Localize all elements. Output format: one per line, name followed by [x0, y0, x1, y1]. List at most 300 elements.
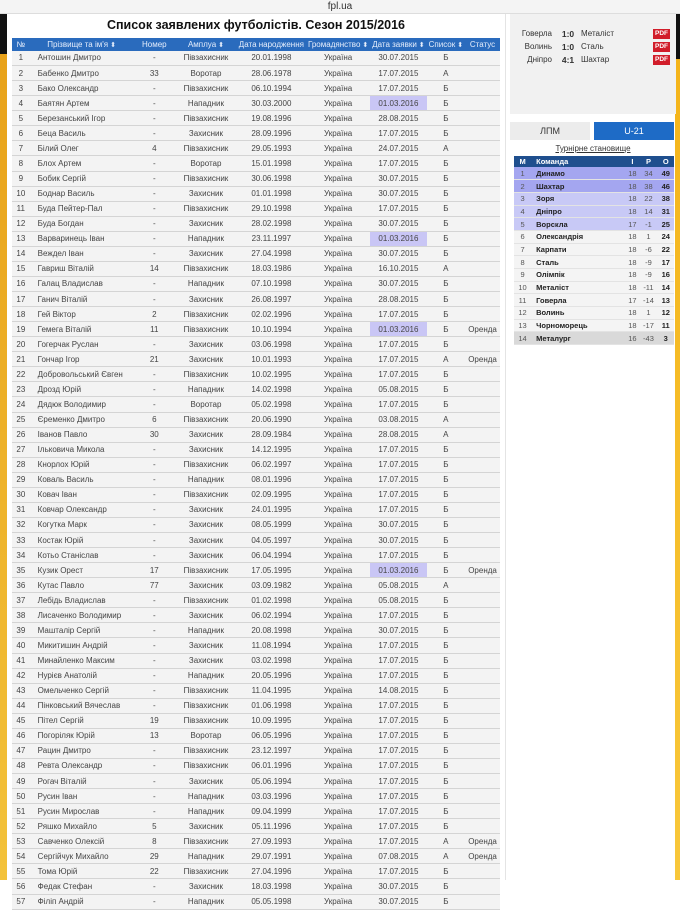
standings-games: 18	[625, 230, 639, 243]
match-result	[510, 55, 676, 68]
citizenship-cell: Україна	[306, 111, 370, 126]
row-number-cell: 47	[12, 743, 30, 758]
table-row	[12, 96, 500, 111]
header-col-citizenship[interactable]	[306, 38, 370, 51]
list-cell: Б	[427, 728, 465, 743]
standings-position: 7	[514, 243, 531, 256]
standings-row[interactable]	[514, 319, 674, 332]
citizenship-cell: Україна	[306, 412, 370, 427]
list-cell: Б	[427, 126, 465, 141]
row-number-cell: 57	[12, 894, 30, 909]
standings-position: 11	[514, 294, 531, 307]
away-team: Сталь	[581, 42, 604, 51]
birth-date-cell: 03.09.1982	[237, 578, 306, 593]
sort-icon[interactable]: ⬍	[416, 41, 425, 49]
list-cell: Б	[427, 246, 465, 261]
list-cell: Б	[427, 186, 465, 201]
citizenship-cell: Україна	[306, 698, 370, 713]
status-cell	[465, 894, 500, 909]
list-cell: Б	[427, 668, 465, 683]
standings-points: 22	[658, 243, 674, 256]
table-row	[12, 442, 500, 457]
shirt-number-cell: -	[133, 533, 175, 548]
registration-date-cell: 01.03.2016	[370, 563, 426, 578]
header-col-shirt	[133, 38, 175, 51]
registration-date-cell: 17.07.2015	[370, 502, 426, 517]
status-cell	[465, 698, 500, 713]
player-name-cell: Кнорлох Юрій	[30, 457, 134, 472]
shirt-number-cell: -	[133, 668, 175, 683]
position-cell: Нападник	[175, 96, 237, 111]
standings-row[interactable]	[514, 332, 674, 345]
table-row	[12, 292, 500, 307]
shirt-number-cell: -	[133, 879, 175, 894]
table-row	[12, 879, 500, 894]
citizenship-cell: Україна	[306, 563, 370, 578]
position-cell: Нападник	[175, 849, 237, 864]
row-number-cell: 33	[12, 533, 30, 548]
status-cell	[465, 186, 500, 201]
sort-icon[interactable]: ⬍	[455, 41, 464, 49]
registration-date-cell: 17.07.2015	[370, 156, 426, 171]
list-cell: Б	[427, 81, 465, 96]
position-cell: Півзахисник	[175, 307, 237, 322]
player-name-cell: Добровольський Євген	[30, 367, 134, 382]
url-text: fpl.ua	[327, 1, 353, 12]
list-cell: Б	[427, 743, 465, 758]
position-cell: Півзахисник	[175, 864, 237, 879]
row-number-cell: 14	[12, 246, 30, 261]
position-cell: Захисник	[175, 774, 237, 789]
status-cell	[465, 789, 500, 804]
sort-icon[interactable]: ⬍	[216, 41, 224, 49]
shirt-number-cell: -	[133, 653, 175, 668]
status-cell: Оренда	[465, 834, 500, 849]
standings-games: 18	[625, 180, 639, 193]
status-cell	[465, 502, 500, 517]
citizenship-cell: Україна	[306, 367, 370, 382]
standings-link[interactable]: Турнірне становище	[555, 144, 631, 153]
status-cell	[465, 261, 500, 276]
shirt-number-cell: -	[133, 457, 175, 472]
list-cell: А	[427, 141, 465, 156]
status-cell	[465, 864, 500, 879]
birth-date-cell: 03.06.1998	[237, 337, 306, 352]
shirt-number-cell: -	[133, 517, 175, 532]
row-number-cell: 13	[12, 231, 30, 246]
status-cell	[465, 216, 500, 231]
header-col-name[interactable]	[30, 38, 134, 51]
standings-row[interactable]	[514, 294, 674, 307]
shirt-number-cell: -	[133, 171, 175, 186]
status-cell	[465, 66, 500, 81]
table-row	[12, 382, 500, 397]
standings-points: 17	[658, 256, 674, 269]
birth-date-cell: 17.05.1995	[237, 563, 306, 578]
registration-date-cell: 17.07.2015	[370, 367, 426, 382]
list-cell: Б	[427, 864, 465, 879]
registration-date-cell: 07.08.2015	[370, 849, 426, 864]
citizenship-cell: Україна	[306, 81, 370, 96]
registration-date-cell: 17.07.2015	[370, 548, 426, 563]
birth-date-cell: 10.02.1995	[237, 367, 306, 382]
citizenship-cell: Україна	[306, 397, 370, 412]
standings-team: Карпати	[531, 243, 625, 256]
row-number-cell: 34	[12, 548, 30, 563]
list-cell: А	[427, 412, 465, 427]
birth-date-cell: 28.02.1998	[237, 216, 306, 231]
list-cell: Б	[427, 472, 465, 487]
shirt-number-cell: -	[133, 502, 175, 517]
position-cell: Півзахисник	[175, 743, 237, 758]
standings-row[interactable]	[514, 180, 674, 193]
header-col-position[interactable]	[175, 38, 237, 51]
registration-date-cell: 05.08.2015	[370, 578, 426, 593]
birth-date-cell: 01.01.1998	[237, 186, 306, 201]
row-number-cell: 28	[12, 457, 30, 472]
table-row	[12, 487, 500, 502]
position-cell: Захисник	[175, 427, 237, 442]
position-cell: Захисник	[175, 337, 237, 352]
table-row	[12, 231, 500, 246]
birth-date-cell: 06.01.1996	[237, 758, 306, 773]
standings-row[interactable]	[514, 192, 674, 205]
birth-date-cell: 30.06.1998	[237, 171, 306, 186]
pdf-icon[interactable]: PDF	[655, 56, 668, 63]
table-row	[12, 743, 500, 758]
standings-row[interactable]	[514, 218, 674, 231]
position-cell: Захисник	[175, 608, 237, 623]
citizenship-cell: Україна	[306, 789, 370, 804]
position-cell: Воротар	[175, 728, 237, 743]
table-row	[12, 111, 500, 126]
status-cell	[465, 442, 500, 457]
away-team: Шахтар	[581, 55, 610, 64]
position-cell: Півзахисник	[175, 758, 237, 773]
main-content	[7, 14, 505, 907]
list-cell: Б	[427, 563, 465, 578]
position-cell: Захисник	[175, 292, 237, 307]
birth-date-cell: 20.08.1998	[237, 623, 306, 638]
row-number-cell: 4	[12, 96, 30, 111]
status-cell	[465, 307, 500, 322]
header-label: Дата народження	[238, 39, 304, 49]
row-number-cell: 18	[12, 307, 30, 322]
sort-icon[interactable]: ⬍	[108, 41, 116, 49]
player-name-cell: Білий Олег	[30, 141, 134, 156]
list-cell: Б	[427, 638, 465, 653]
row-number-cell: 31	[12, 502, 30, 517]
player-name-cell: Коваль Василь	[30, 472, 134, 487]
standings-position: 1	[514, 167, 531, 180]
status-cell	[465, 487, 500, 502]
registration-date-cell: 17.07.2015	[370, 442, 426, 457]
standings-header-pos: М	[514, 156, 531, 167]
list-cell: А	[427, 578, 465, 593]
position-cell: Півзахисник	[175, 51, 237, 66]
player-name-cell: Гемега Віталій	[30, 322, 134, 337]
row-number-cell: 38	[12, 608, 30, 623]
row-number-cell: 53	[12, 834, 30, 849]
standings-points: 3	[658, 332, 674, 345]
citizenship-cell: Україна	[306, 472, 370, 487]
player-name-cell: Погоріляк Юрій	[30, 728, 134, 743]
position-cell: Захисник	[175, 533, 237, 548]
registration-date-cell: 14.08.2015	[370, 683, 426, 698]
status-cell	[465, 758, 500, 773]
row-number-cell: 41	[12, 653, 30, 668]
header-label: Амплуа	[187, 39, 217, 49]
shirt-number-cell: -	[133, 367, 175, 382]
list-cell: Б	[427, 502, 465, 517]
shirt-number-cell: -	[133, 231, 175, 246]
list-cell: Б	[427, 789, 465, 804]
registration-date-cell: 17.07.2015	[370, 774, 426, 789]
player-name-cell: Гогерчак Руслан	[30, 337, 134, 352]
tab-u21[interactable]: U-21	[594, 122, 674, 140]
registration-date-cell: 30.07.2015	[370, 216, 426, 231]
birth-date-cell: 05.05.1998	[237, 894, 306, 909]
list-cell: А	[427, 427, 465, 442]
birth-date-cell: 27.09.1993	[237, 834, 306, 849]
player-name-cell: Бабенко Дмитро	[30, 66, 134, 81]
position-cell: Нападник	[175, 894, 237, 909]
citizenship-cell: Україна	[306, 292, 370, 307]
position-cell: Захисник	[175, 638, 237, 653]
player-name-cell: Котьо Станіслав	[30, 548, 134, 563]
header-label: Громадянство	[307, 39, 361, 49]
player-name-cell: Боднар Василь	[30, 186, 134, 201]
standings-row[interactable]	[514, 269, 674, 282]
standings-team: Сталь	[531, 256, 625, 269]
shirt-number-cell: 33	[133, 66, 175, 81]
row-number-cell: 3	[12, 81, 30, 96]
birth-date-cell: 07.10.1998	[237, 276, 306, 291]
standings-points: 25	[658, 218, 674, 231]
registration-date-cell: 30.07.2015	[370, 186, 426, 201]
birth-date-cell: 03.03.1996	[237, 789, 306, 804]
row-number-cell: 50	[12, 789, 30, 804]
status-cell	[465, 51, 500, 66]
status-cell	[465, 879, 500, 894]
player-name-cell: Буда Богдан	[30, 216, 134, 231]
status-cell	[465, 367, 500, 382]
header-col-dob	[237, 38, 306, 51]
birth-date-cell: 29.10.1998	[237, 201, 306, 216]
standings-team: Олімпік	[531, 269, 625, 282]
birth-date-cell: 06.05.1996	[237, 728, 306, 743]
list-cell: Б	[427, 292, 465, 307]
shirt-number-cell: -	[133, 472, 175, 487]
shirt-number-cell: -	[133, 81, 175, 96]
standings-position: 6	[514, 230, 531, 243]
birth-date-cell: 10.01.1993	[237, 352, 306, 367]
standings-position: 8	[514, 256, 531, 269]
player-name-cell: Березанський Ігор	[30, 111, 134, 126]
position-cell: Захисник	[175, 548, 237, 563]
row-number-cell: 32	[12, 517, 30, 532]
citizenship-cell: Україна	[306, 638, 370, 653]
table-row	[12, 66, 500, 81]
player-name-cell: Дядюк Володимир	[30, 397, 134, 412]
table-row	[12, 517, 500, 532]
shirt-number-cell: -	[133, 593, 175, 608]
shirt-number-cell: -	[133, 201, 175, 216]
header-col-status	[465, 38, 500, 51]
row-number-cell: 8	[12, 156, 30, 171]
birth-date-cell: 02.09.1995	[237, 487, 306, 502]
match-results	[510, 14, 676, 114]
standings-position: 2	[514, 180, 531, 193]
shirt-number-cell: -	[133, 683, 175, 698]
header-col-list[interactable]	[427, 38, 465, 51]
sidebar	[505, 14, 675, 880]
citizenship-cell: Україна	[306, 683, 370, 698]
standings-row[interactable]	[514, 205, 674, 218]
registration-date-cell: 30.07.2015	[370, 517, 426, 532]
status-cell: Оренда	[465, 322, 500, 337]
citizenship-cell: Україна	[306, 578, 370, 593]
player-name-cell: Дрозд Юрій	[30, 382, 134, 397]
players-table	[12, 38, 500, 910]
registration-date-cell: 17.07.2015	[370, 743, 426, 758]
shirt-number-cell: -	[133, 804, 175, 819]
row-number-cell: 16	[12, 276, 30, 291]
shirt-number-cell: -	[133, 487, 175, 502]
sort-icon[interactable]: ⬍	[360, 41, 369, 49]
standings-goal-diff: -6	[639, 243, 657, 256]
status-cell	[465, 292, 500, 307]
status-cell	[465, 774, 500, 789]
standings-header-diff: Р	[639, 156, 657, 167]
players-table-header	[12, 38, 500, 51]
home-team: Говерла	[521, 29, 552, 38]
birth-date-cell: 18.03.1998	[237, 879, 306, 894]
player-name-cell: Ковач Іван	[30, 487, 134, 502]
birth-date-cell: 04.05.1997	[237, 533, 306, 548]
shirt-number-cell: 17	[133, 563, 175, 578]
page-title: Список заявлених футболістів. Сезон 2015/2016	[106, 18, 406, 32]
row-number-cell: 5	[12, 111, 30, 126]
standings-goal-diff: -14	[639, 294, 657, 307]
birth-date-cell: 20.05.1996	[237, 668, 306, 683]
position-cell: Нападник	[175, 668, 237, 683]
standings-row[interactable]	[514, 281, 674, 294]
list-cell: Б	[427, 819, 465, 834]
player-name-cell: Гончар Ігор	[30, 352, 134, 367]
list-cell: Б	[427, 307, 465, 322]
standings-row[interactable]	[514, 167, 674, 180]
player-name-cell: Ковчар Олександр	[30, 502, 134, 517]
standings-games: 18	[625, 167, 639, 180]
standings-position: 3	[514, 192, 531, 205]
list-cell: Б	[427, 758, 465, 773]
table-row	[12, 653, 500, 668]
citizenship-cell: Україна	[306, 743, 370, 758]
birth-date-cell: 24.01.1995	[237, 502, 306, 517]
row-number-cell: 55	[12, 864, 30, 879]
citizenship-cell: Україна	[306, 487, 370, 502]
player-name-cell: Машталір Сергій	[30, 623, 134, 638]
citizenship-cell: Україна	[306, 51, 370, 66]
standings-position: 5	[514, 218, 531, 231]
row-number-cell: 56	[12, 879, 30, 894]
table-row	[12, 668, 500, 683]
standings-points: 16	[658, 269, 674, 282]
position-cell: Захисник	[175, 246, 237, 261]
status-cell	[465, 653, 500, 668]
status-cell	[465, 638, 500, 653]
tab-lpm[interactable]: ЛПМ	[510, 122, 590, 140]
standings-games: 18	[625, 205, 639, 218]
shirt-number-cell: -	[133, 111, 175, 126]
birth-date-cell: 01.06.1998	[237, 698, 306, 713]
row-number-cell: 2	[12, 66, 30, 81]
birth-date-cell: 27.04.1998	[237, 246, 306, 261]
position-cell: Захисник	[175, 653, 237, 668]
shirt-number-cell: 30	[133, 427, 175, 442]
registration-date-cell: 01.03.2016	[370, 322, 426, 337]
shirt-number-cell: -	[133, 698, 175, 713]
standings-team: Динамо	[531, 167, 625, 180]
table-row	[12, 457, 500, 472]
registration-date-cell: 17.07.2015	[370, 126, 426, 141]
table-row	[12, 472, 500, 487]
list-cell: А	[427, 352, 465, 367]
standings-row[interactable]	[514, 243, 674, 256]
registration-date-cell: 17.07.2015	[370, 66, 426, 81]
table-row	[12, 894, 500, 909]
registration-date-cell: 03.08.2015	[370, 412, 426, 427]
standings-goal-diff: 38	[639, 180, 657, 193]
pdf-icon[interactable]: PDF	[655, 43, 668, 50]
row-number-cell: 42	[12, 668, 30, 683]
pdf-icon[interactable]: PDF	[655, 30, 668, 37]
player-name-cell: Костак Юрій	[30, 533, 134, 548]
registration-date-cell: 17.07.2015	[370, 804, 426, 819]
header-col-registration[interactable]	[370, 38, 426, 51]
registration-date-cell: 17.07.2015	[370, 653, 426, 668]
position-cell: Півзахисник	[175, 81, 237, 96]
standings-row[interactable]	[514, 230, 674, 243]
standings-position: 4	[514, 205, 531, 218]
shirt-number-cell: -	[133, 246, 175, 261]
shirt-number-cell: -	[133, 789, 175, 804]
standings-goal-diff: 22	[639, 192, 657, 205]
browser-url-bar[interactable]	[0, 0, 680, 14]
standings-position: 9	[514, 269, 531, 282]
standings-header	[514, 156, 674, 167]
table-row	[12, 774, 500, 789]
player-name-cell: Філіп Андрій	[30, 894, 134, 909]
position-cell: Воротар	[175, 66, 237, 81]
position-cell: Захисник	[175, 126, 237, 141]
registration-date-cell: 01.03.2016	[370, 231, 426, 246]
citizenship-cell: Україна	[306, 819, 370, 834]
standings-team: Зоря	[531, 192, 625, 205]
player-name-cell: Кутас Павло	[30, 578, 134, 593]
status-cell: Оренда	[465, 563, 500, 578]
birth-date-cell: 18.03.1986	[237, 261, 306, 276]
registration-date-cell: 30.07.2015	[370, 894, 426, 909]
status-cell	[465, 743, 500, 758]
standings-row[interactable]	[514, 256, 674, 269]
standings-row[interactable]	[514, 307, 674, 320]
citizenship-cell: Україна	[306, 231, 370, 246]
registration-date-cell: 17.07.2015	[370, 201, 426, 216]
standings-header-games: І	[625, 156, 639, 167]
player-name-cell: Когутка Марк	[30, 517, 134, 532]
